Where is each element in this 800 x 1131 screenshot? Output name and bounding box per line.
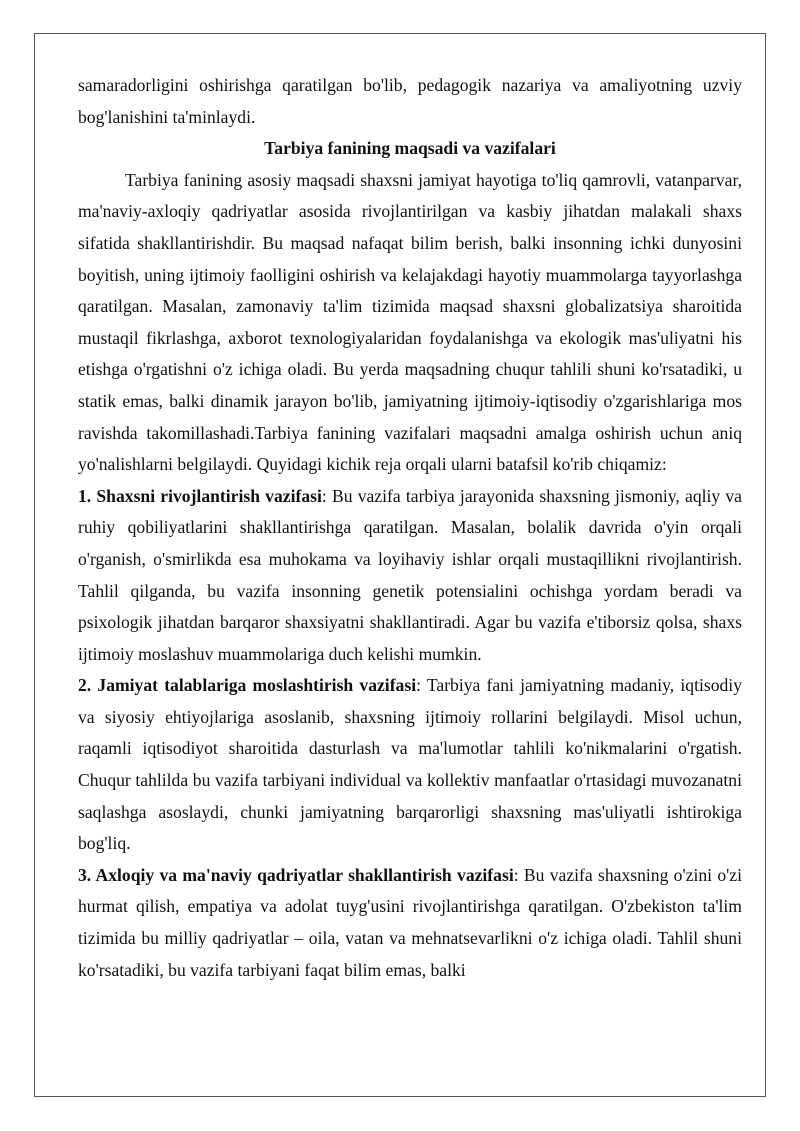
task-title-3: 3. Axloqiy va ma'naviy qadriyatlar shakllantirish vazifasi [78, 864, 514, 885]
task-title-2: 2. Jamiyat talablariga moslashtirish vazifasi [78, 675, 417, 696]
task-item-2 [78, 670, 742, 860]
task-text-2: : Tarbiya fani jamiyatning madaniy, iqtisodiy va siyosiy ehtiyojlariga asoslanib, shaxsning ijtimoiy rollarini belgilaydi. Misol uchun, raqamli iqtisodiyot sharoitida dasturlash va ma'lumotlar tahlili ko'nikmalarini o'rgatish. Chuqur tahlilda bu vazifa tarbiyani individual va kollektiv manfaatlar o'rtasidagi muvozanatni saqlashga asoslaydi, chunki jamiyatning barqarorligi shaxsning mas'uliyatli ishtirokiga bog'liq. [78, 675, 742, 854]
section-heading: Tarbiya fanining maqsadi va vazifalari [264, 138, 556, 159]
task-text-1: : Bu vazifa tarbiya jarayonida shaxsning jismoniy, aqliy va ruhiy qobiliyatlarini shakllantirishga qaratilgan. Masalan, bolalik davrida o'yin orqali o'rganish, o'smirlikda esa muhokama va loyihaviy ishlar orqali mustaqillikni rivojlantirish. Tahlil qilganda, bu vazifa insonning genetik potensialini ochishga yordam beradi va psixologik jihatdan barqaror shaxsiyatni shakllantiradi. Agar bu vazifa e'tiborsiz qolsa, shaxs ijtimoiy moslashuv muammolariga duch kelishi mumkin. [78, 485, 742, 664]
continuation-paragraph: samaradorligini oshirishga qaratilgan bo'lib, pedagogik nazariya va amaliyotning uzviy bog'lanishini ta'minlaydi. [78, 75, 742, 127]
task-item-1 [78, 481, 742, 671]
task-item-3 [78, 860, 742, 986]
page-content [78, 70, 742, 986]
intro-paragraph: Tarbiya fanining asosiy maqsadi shaxsni jamiyat hayotiga to'liq qamrovli, vatanparvar, ma'naviy-axloqiy qadriyatlar asosida rivojlantirilgan va kasbiy jihatdan malakali shaxs sifatida shakllantirishdir. Bu maqsad nafaqat bilim berish, balki insonning ichki dunyosini boyitish, uning ijtimoiy faolligini oshirish va kelajakdagi hayotiy muammolarga tayyorlashga qaratilgan. Masalan, zamonaviy ta'lim tizimida maqsad shaxsni globalizatsiya sharoitida mustaqil fikrlashga, axborot texnologiyalaridan foydalanishga va ekologik mas'uliyatni his etishga o'rgatishni o'z ichiga oladi. Bu yerda maqsadning chuqur tahlili shuni ko'rsatadiki, u statik emas, balki dinamik jarayon bo'lib, jamiyatning ijtimoiy-iqtisodiy o'zgarishlariga mos ravishda takomillashadi.Tarbiya fanining vazifalari maqsadni amalga oshirish uchun aniq yo'nalishlarni belgilaydi. Quyidagi kichik reja orqali ularni batafsil ko'rib chiqamiz: [78, 169, 742, 475]
task-title-1: 1. Shaxsni rivojlantirish vazifasi [78, 485, 322, 506]
task-text-3: : Bu vazifa shaxsning o'zini o'zi hurmat qilish, empatiya va adolat tuyg'usini rivojlantirishga qaratilgan. O'zbekiston ta'lim tizimida bu milliy qadriyatlar – oila, vatan va mehnatsevarlikni o'z ichiga oladi. Tahlil shuni ko'rsatadiki, bu vazifa tarbiyani faqat bilim emas, balki [78, 864, 742, 980]
